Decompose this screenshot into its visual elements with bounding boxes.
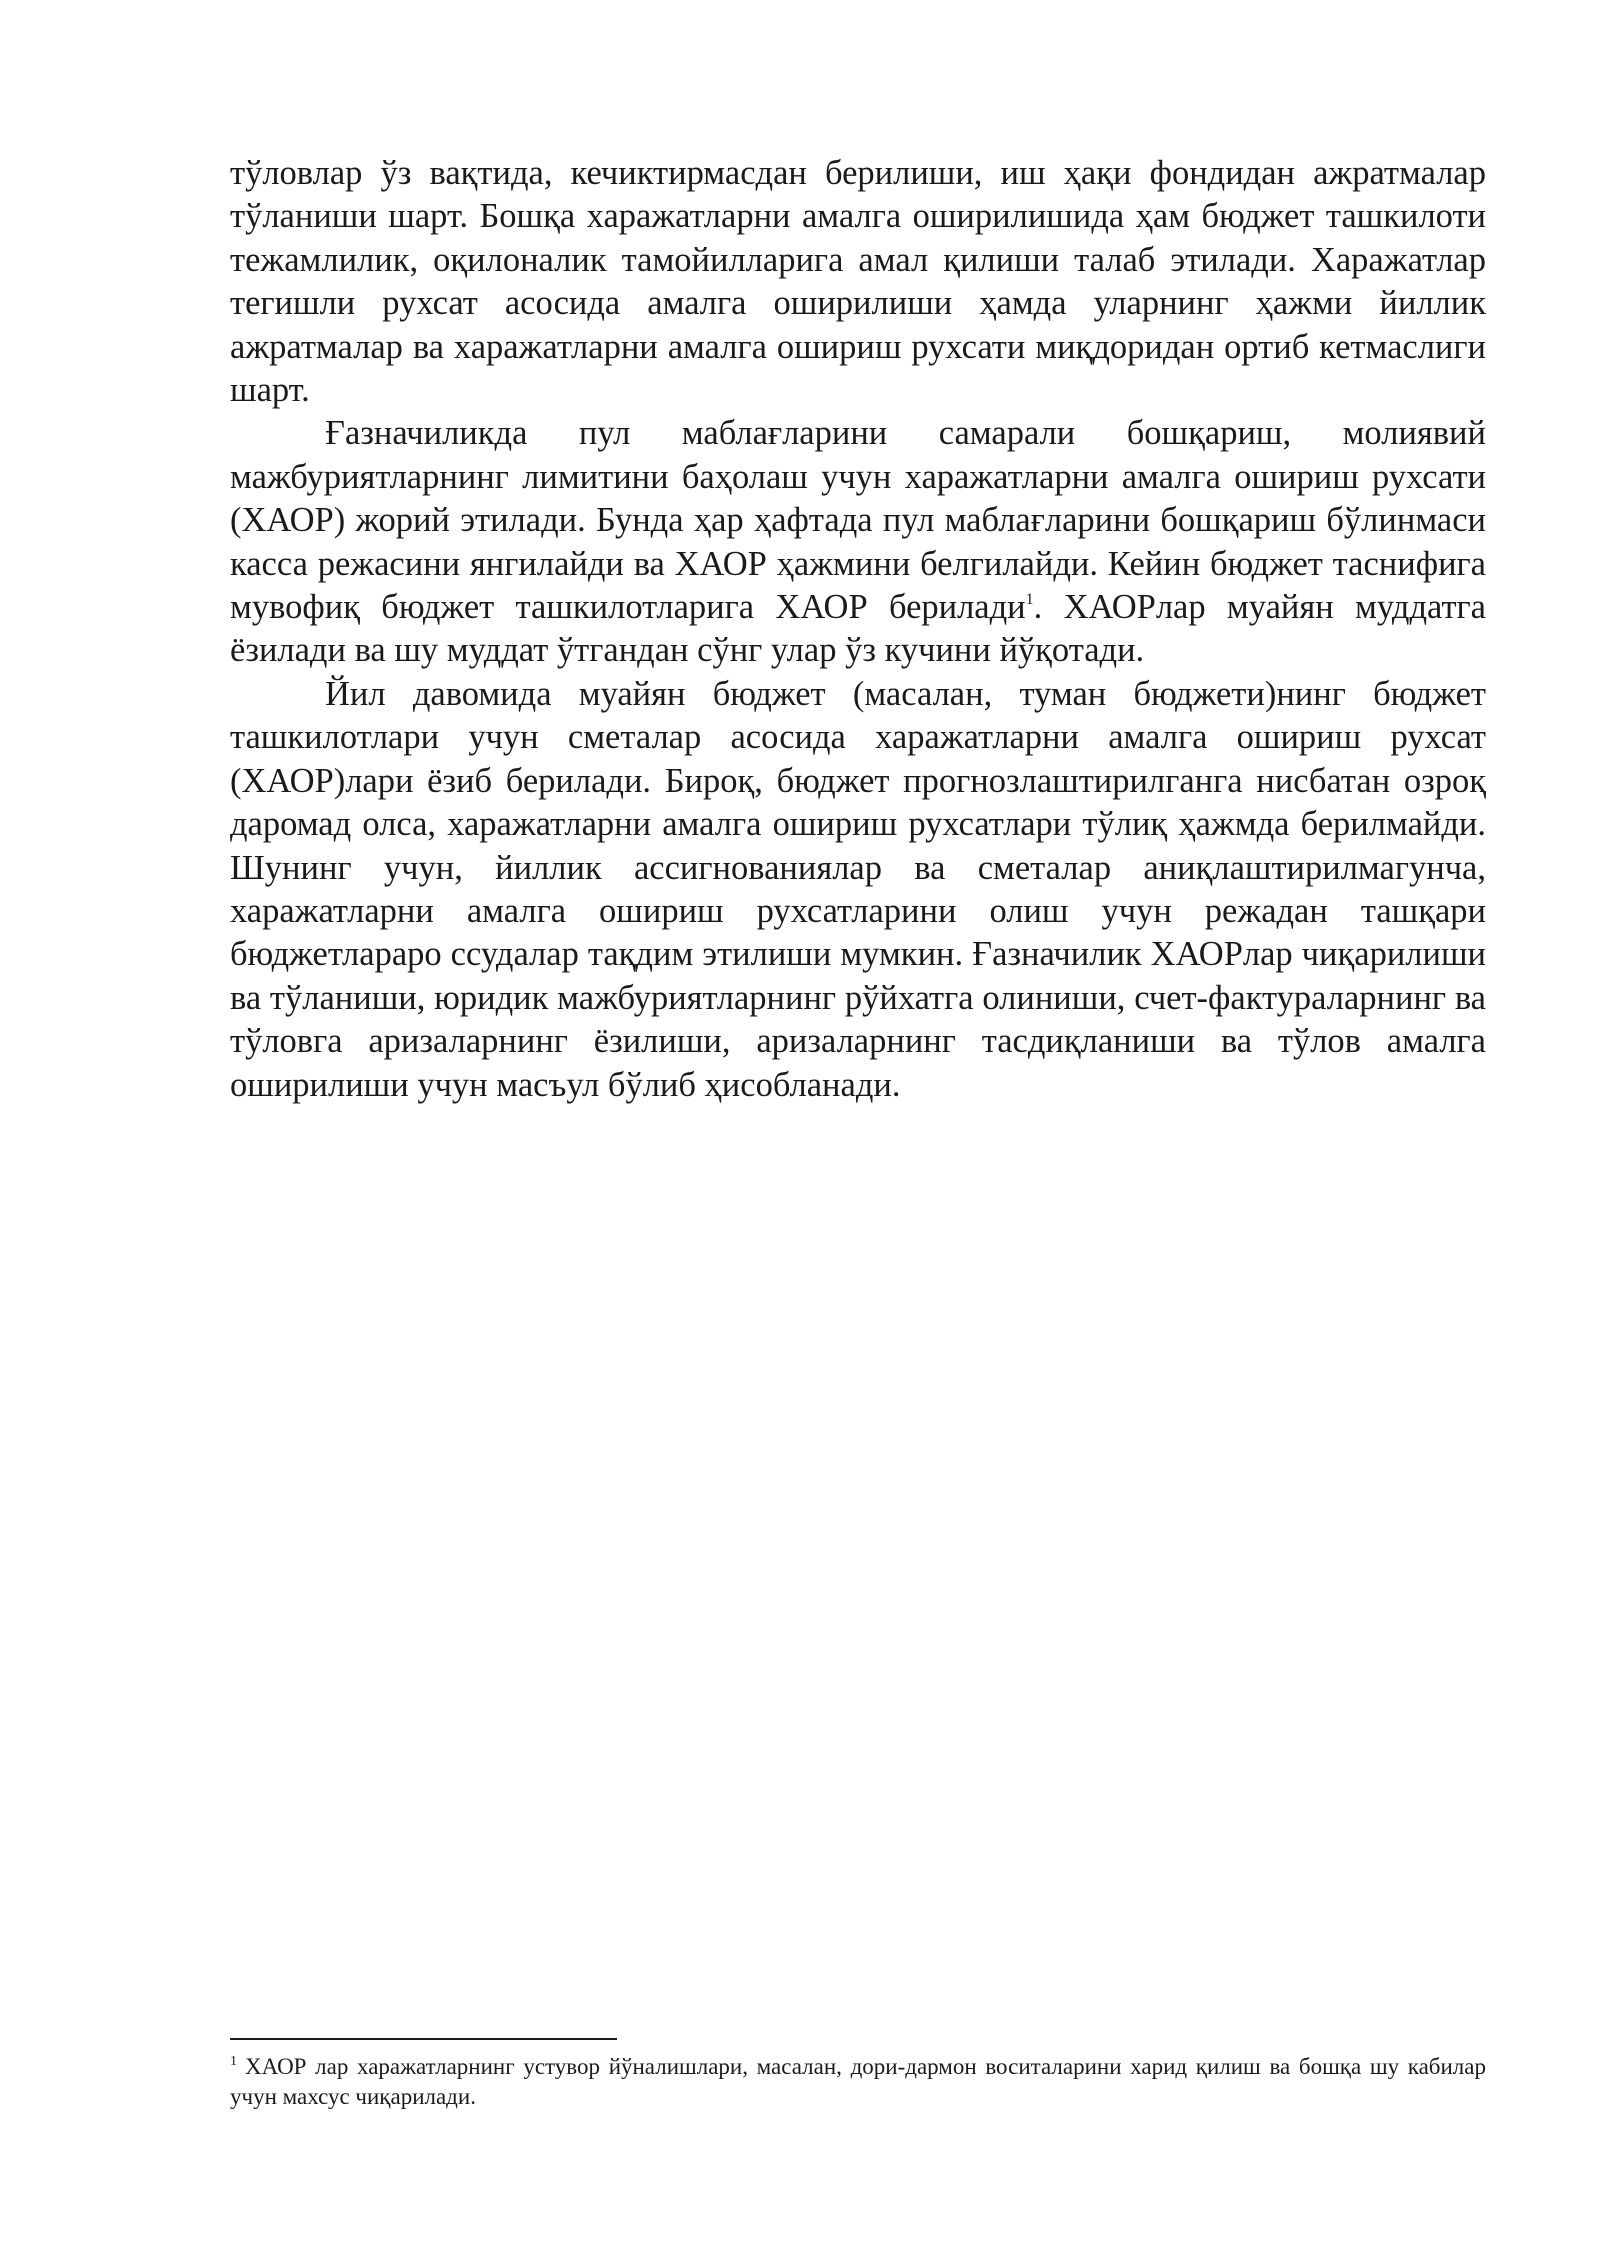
paragraph-2-text: Ғазначиликда пул маблағларини самарали бошқариш, молиявий мажбуриятларнинг лимитини баҳолаш учун харажатларни амалга ошириш рухсати (ХАОР) жорий этилади. Бунда ҳар ҳафтада пул маблағларини бошқариш бўлинмаси касса режасини янгилайди ва ХАОР ҳажмини белгилайди. Кейин бюджет таснифига мувофиқ бюджет ташкилотларига ХАОР берилади: [230, 414, 1486, 627]
footnote: [230, 2052, 1486, 2112]
footnote-text: ХАОР лар харажатларнинг устувор йўналишлари, масалан, дори-дармон воситаларини харид қилиш ва бошқа шу кабилар учун махсус чиқарилади.: [230, 2054, 1486, 2109]
paragraph-2-text-continued: . ХАОРлар муайян муддатга ёзилади ва шу муддат ўтгандан сўнг улар ўз кучини йўқотади.: [230, 588, 1486, 670]
body-text: [230, 152, 1486, 1107]
footnote-number: 1: [230, 2054, 237, 2069]
paragraph-1: тўловлар ўз вақтида, кечиктирмасдан берилиши, иш ҳақи фондидан ажратмалар тўланиши шарт. Бошқа харажатларни амалга оширилишида ҳам бюджет ташкилоти тежамлилик, оқилоналик тамойилларига амал қилиши талаб этилади. Харажатлар тегишли рухсат асосида амалга оширилиши ҳамда уларнинг ҳажми йиллик ажратмалар ва харажатларни амалга ошириш рухсати миқдоридан ортиб кетмаслиги шарт.: [230, 154, 1486, 410]
footnote-reference: 1: [1025, 591, 1034, 609]
paragraph-3: Йил давомида муайян бюджет (масалан, туман бюджети)нинг бюджет ташкилотлари учун сметалар асосида харажатларни амалга ошириш рухсат (ХАОР)лари ёзиб берилади. Бироқ, бюджет прогнозлаштирилганга нисбатан озроқ даромад олса, харажатларни амалга ошириш рухсатлари тўлиқ ҳажмда берилмайди. Шунинг учун, йиллик ассигнованиялар ва сметалар аниқлаштирилмагунча, харажатларни амалга ошириш рухсатларини олиш учун режадан ташқари бюджетлараро ссудалар тақдим этилиши мумкин. Ғазначилик ХАОРлар чиқарилиши ва тўланиши, юридик мажбуриятларнинг рўйхатга олиниши, счет-фактураларнинг ва тўловга аризаларнинг ёзилиши, аризаларнинг тасдиқланиши ва тўлов амалга оширилиши учун масъул бўлиб ҳисобланади.: [230, 674, 1486, 1104]
paragraph-2: [230, 412, 1486, 672]
footnote-separator: [230, 2038, 617, 2040]
